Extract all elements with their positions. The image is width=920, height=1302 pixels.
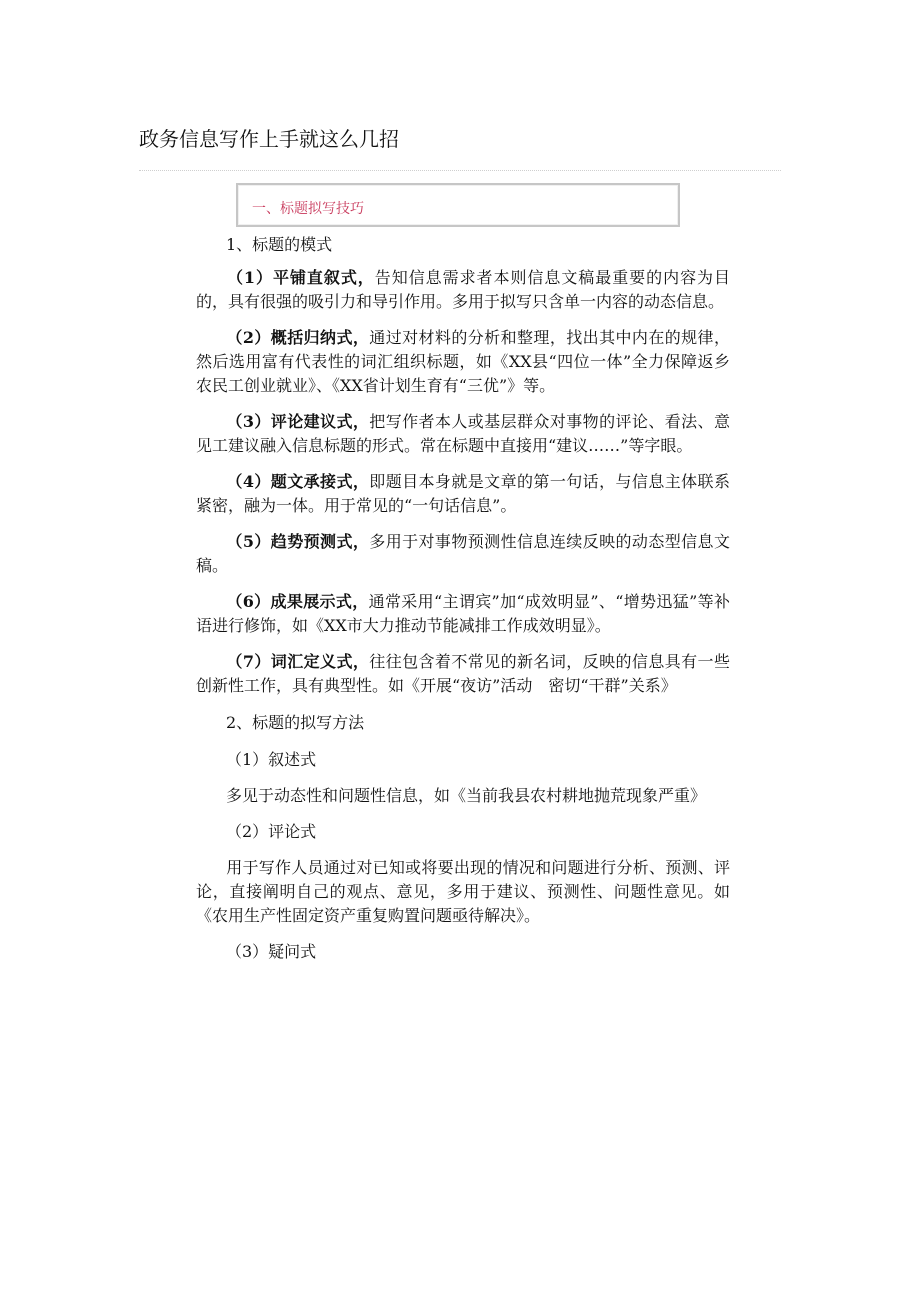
subheading-patterns: 1、标题的模式 <box>226 235 333 254</box>
list-item <box>196 410 730 458</box>
item-number: （1） <box>226 268 273 287</box>
article-body <box>196 232 730 964</box>
item-text: 通过对材料的分析和整理，找出其中内在的规律，然后选用富有代表性的词汇组织标题，如《XX县“四位一体”全力保障返乡农民工创业就业》、《XX省计划生育有“三优”》等。 <box>196 328 730 395</box>
item-text: 往往包含着不常见的新名词，反映的信息具有一些创新性工作，具有典型性。如《开展“夜访”活动 密切“干群”关系》 <box>196 652 730 695</box>
subheading-methods: 2、标题的拟写方法 <box>226 713 365 732</box>
item-text: 通常采用“主谓宾”加“成效明显”、“增势迅猛”等补语进行修饰，如《XX市大力推动节能减排工作成效明显》。 <box>196 592 730 635</box>
item-term: 趋势预测式， <box>270 532 370 551</box>
item-text: 把写作者本人或基层群众对事物的评论、看法、意见工建议融入信息标题的形式。常在标题中直接用“建议……”等字眼。 <box>196 412 730 455</box>
method-text <box>196 784 730 808</box>
item-term: 平铺直叙式， <box>272 268 375 287</box>
item-term: 概括归纳式， <box>270 328 370 347</box>
list-item <box>196 650 730 698</box>
method-title-text: （1）叙述式 <box>226 750 317 769</box>
item-term: 成果展示式， <box>270 592 369 611</box>
item-number: （3） <box>226 412 271 431</box>
method-title-text: （2）评论式 <box>226 822 317 841</box>
list-item <box>196 530 730 578</box>
method-title <box>196 820 730 844</box>
method-title-text: （3）疑问式 <box>226 942 317 961</box>
item-number: （6） <box>226 592 271 611</box>
item-term: 题文承接式， <box>270 472 370 491</box>
page-title: 政务信息写作上手就这么几招 <box>139 127 399 151</box>
list-item <box>196 266 730 314</box>
method-title <box>196 748 730 772</box>
item-number: （2） <box>226 328 271 347</box>
item-text: 即题目本身就是文章的第一句话，与信息主体联系紧密，融为一体。用于常见的“一句话信息”。 <box>196 472 730 515</box>
section-heading-box <box>236 183 680 227</box>
item-number: （4） <box>226 472 271 491</box>
method-text-body: 用于写作人员通过对已知或将要出现的情况和问题进行分析、预测、评论，直接阐明自己的观点、意见，多用于建议、预测性、问题性意见。如《农用生产性固定资产重复购置问题亟待解决》。 <box>196 858 730 925</box>
item-text: 多用于对事物预测性信息连续反映的动态型信息文稿。 <box>196 532 730 575</box>
list-item <box>196 326 730 398</box>
list-item <box>196 590 730 638</box>
method-title <box>196 940 730 964</box>
method-text-body: 多见于动态性和问题性信息，如《当前我县农村耕地抛荒现象严重》 <box>226 786 707 805</box>
item-term: 词汇定义式， <box>270 652 370 671</box>
method-text <box>196 856 730 928</box>
item-text: 告知信息需求者本则信息文稿最重要的内容为目的，具有很强的吸引力和导引作用。多用于拟写只含单一内容的动态信息。 <box>196 268 730 311</box>
list-item <box>196 470 730 518</box>
item-number: （5） <box>226 532 271 551</box>
title-divider <box>139 170 781 171</box>
section-heading: 一、标题拟写技巧 <box>252 201 364 217</box>
item-number: （7） <box>226 652 271 671</box>
item-term: 评论建议式， <box>270 412 370 431</box>
